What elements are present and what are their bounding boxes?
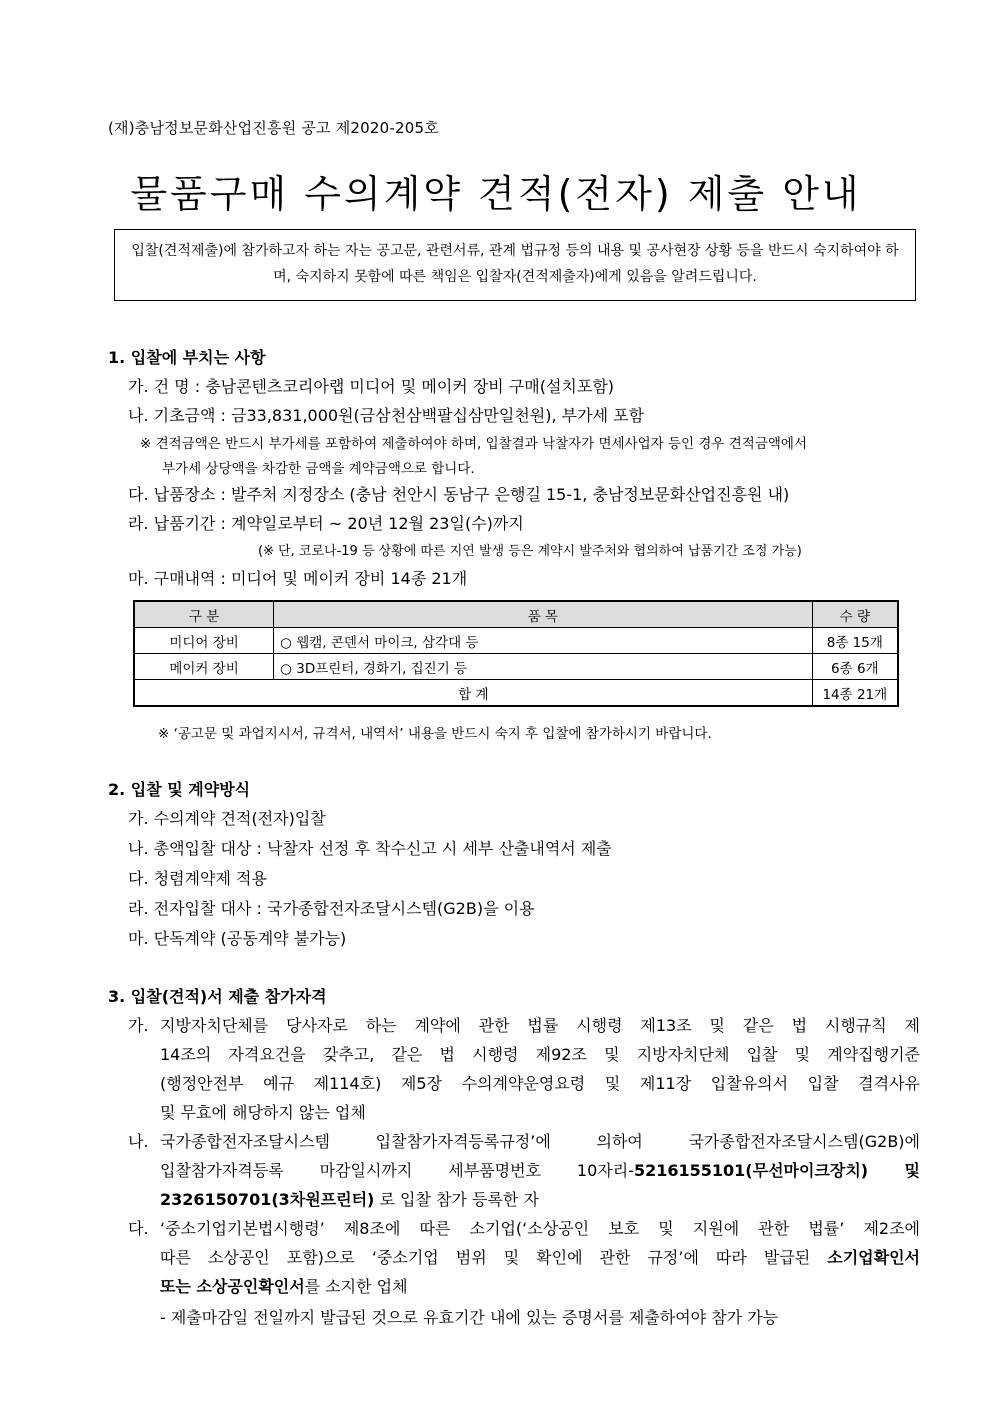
section3-na-label: 나.: [128, 1132, 149, 1151]
section1-item-ga: 가. 건 명 : 충남콘텐츠코리아랩 미디어 및 메이커 장비 구매(설치포함): [128, 377, 615, 396]
section3-da-line3-plain: 를 소지한 업체: [304, 1277, 408, 1296]
table-header-row: [134, 601, 898, 628]
table-note: ※ ‘공고문 및 과업지시서, 규격서, 내역서’ 내용을 반드시 숙지 후 입찰에 참가하시기 바랍니다.: [158, 726, 712, 742]
section3-na-line2: [160, 1158, 920, 1181]
table-row: [134, 654, 898, 680]
table-cell-quantity: 8종 15개: [812, 628, 898, 654]
section3-da-label: 다.: [128, 1219, 149, 1238]
table-total-row: [134, 680, 898, 707]
section3-na-line1: 국가종합전자조달시스템 입찰참가자격등록규정’에 의하여 국가종합전자조달시스템(G2B)에: [160, 1132, 920, 1151]
section3-da-dash: - 제출마감일 전일까지 발급된 것으로 유효기간 내에 있는 증명서를 제출하여야 참가 가능: [160, 1308, 779, 1327]
table-cell-category: 메이커 장비: [134, 654, 274, 680]
section3-da-line2-plain: 따른 소상공인 포함)으로 ‘중소기업 범위 및 확인에 관한 규정’에 따라 발급된: [160, 1248, 828, 1267]
section3-da-line3: [160, 1274, 408, 1297]
section3-na-line2-plain: 입찰참가자격등록 마감일시까지 세부품명번호 10자리-: [160, 1161, 634, 1180]
section1-na-note1: ※ 견적금액은 반드시 부가세를 포함하여 제출하여야 하며, 입찰결과 낙찰자가 면세사업자 등인 경우 견적금액에서: [140, 436, 807, 452]
section1-heading: 1. 입찰에 부치는 사항: [108, 348, 266, 367]
section1-ra-note: (※ 단, 코로나-19 등 상황에 따른 지연 발생 등은 계약시 발주처와 협의하여 납품기간 조정 가능): [258, 544, 802, 559]
section2-item-ga: 가. 수의계약 견적(전자)입찰: [128, 809, 326, 828]
table-cell-item: ○ 3D프린터, 경화기, 집진기 등: [274, 654, 812, 680]
section2-item-na: 나. 총액입찰 대상 : 낙찰자 선정 후 착수신고 시 세부 산출내역서 제출: [128, 839, 612, 858]
table-row: [134, 628, 898, 654]
section3-ga-line: 지방자치단체를 당사자로 하는 계약에 관한 법률 시행령 제13조 및 같은 법 시행규칙 제: [160, 1016, 920, 1035]
section3-na-line3-plain: 로 입찰 참가 등록한 자: [374, 1190, 539, 1209]
table-total-label: 합 계: [134, 680, 812, 707]
section3-na-line3-bold: 2326150701(3차원프린터): [160, 1190, 375, 1209]
section3-ga-line: 14조의 자격요건을 갖추고, 같은 법 시행령 제92조 및 지방자치단체 입찰 및 계약집행기준: [160, 1045, 920, 1064]
section2-item-da: 다. 청렴계약제 적용: [128, 869, 267, 888]
section3-da-line2-bold: 소기업확인서: [827, 1248, 920, 1267]
table-header-quantity: 수 량: [812, 601, 898, 628]
table-cell-item: ○ 웹캠, 콘덴서 마이크, 삼각대 등: [274, 628, 812, 654]
section1-item-na: 나. 기초금액 : 금33,831,000원(금삼천삼백팔십삼만일천원), 부가세 포함: [128, 406, 645, 425]
section1-na-note2: 부가세 상당액을 차감한 금액을 계약금액으로 합니다.: [162, 461, 475, 477]
section3-da-line1: ‘중소기업기본법시행령’ 제8조에 따른 소기업(‘소상공인 보호 및 지원에 관한 법률’ 제2조에: [160, 1219, 920, 1238]
section1-item-da: 다. 납품장소 : 발주처 지정장소 (충남 천안시 동남구 은행길 15-1, 충남정보문화산업진흥원 내): [128, 485, 790, 504]
section1-item-ma: 마. 구매내역 : 미디어 및 메이커 장비 14종 21개: [128, 569, 468, 588]
section3-na-line3: [160, 1187, 539, 1210]
warning-box: 입찰(견적제출)에 참가하고자 하는 자는 공고문, 관련서류, 관계 법규정 등의 내용 및 공사현장 상황 등을 반드시 숙지하여야 하며, 숙지하지 못함에 따른 책임은 입찰자(견적제출자)에게 있음을 알려드립니다.: [114, 229, 916, 301]
section2-heading: 2. 입찰 및 계약방식: [108, 780, 251, 799]
section3-heading: 3. 입찰(견적)서 제출 참가자격: [108, 987, 327, 1006]
section3-da-line3-bold: 또는 소상공인확인서: [160, 1277, 305, 1296]
table-total-value: 14종 21개: [812, 680, 898, 707]
section2-item-ma: 마. 단독계약 (공동계약 불가능): [128, 929, 347, 948]
notice-number: (재)충남정보문화산업진흥원 공고 제2020-205호: [108, 119, 439, 137]
table-cell-quantity: 6종 6개: [812, 654, 898, 680]
section3-ga-label: 가.: [128, 1016, 149, 1035]
section3-ga-line: 및 무효에 해당하지 않는 업체: [160, 1103, 366, 1122]
page-title: 물품구매 수의계약 견적(전자) 제출 안내: [130, 172, 862, 216]
section2-item-ra: 라. 전자입찰 대사 : 국가종합전자조달시스템(G2B)을 이용: [128, 899, 535, 918]
purchase-items-table: [133, 600, 899, 707]
section3-ga-line: (행정안전부 예규 제114호) 제5장 수의계약운영요령 및 제11장 입찰유의서 입찰 결격사유: [160, 1074, 920, 1093]
table-header-category: 구 분: [134, 601, 274, 628]
table-header-item: 품 목: [274, 601, 812, 628]
table-cell-category: 미디어 장비: [134, 628, 274, 654]
section1-item-ra: 라. 납품기간 : 계약일로부터 ~ 20년 12월 23일(수)까지: [128, 514, 524, 533]
section3-da-line2: [160, 1245, 920, 1268]
section3-na-line2-bold: 5216155101(무선마이크장치) 및: [633, 1161, 920, 1180]
